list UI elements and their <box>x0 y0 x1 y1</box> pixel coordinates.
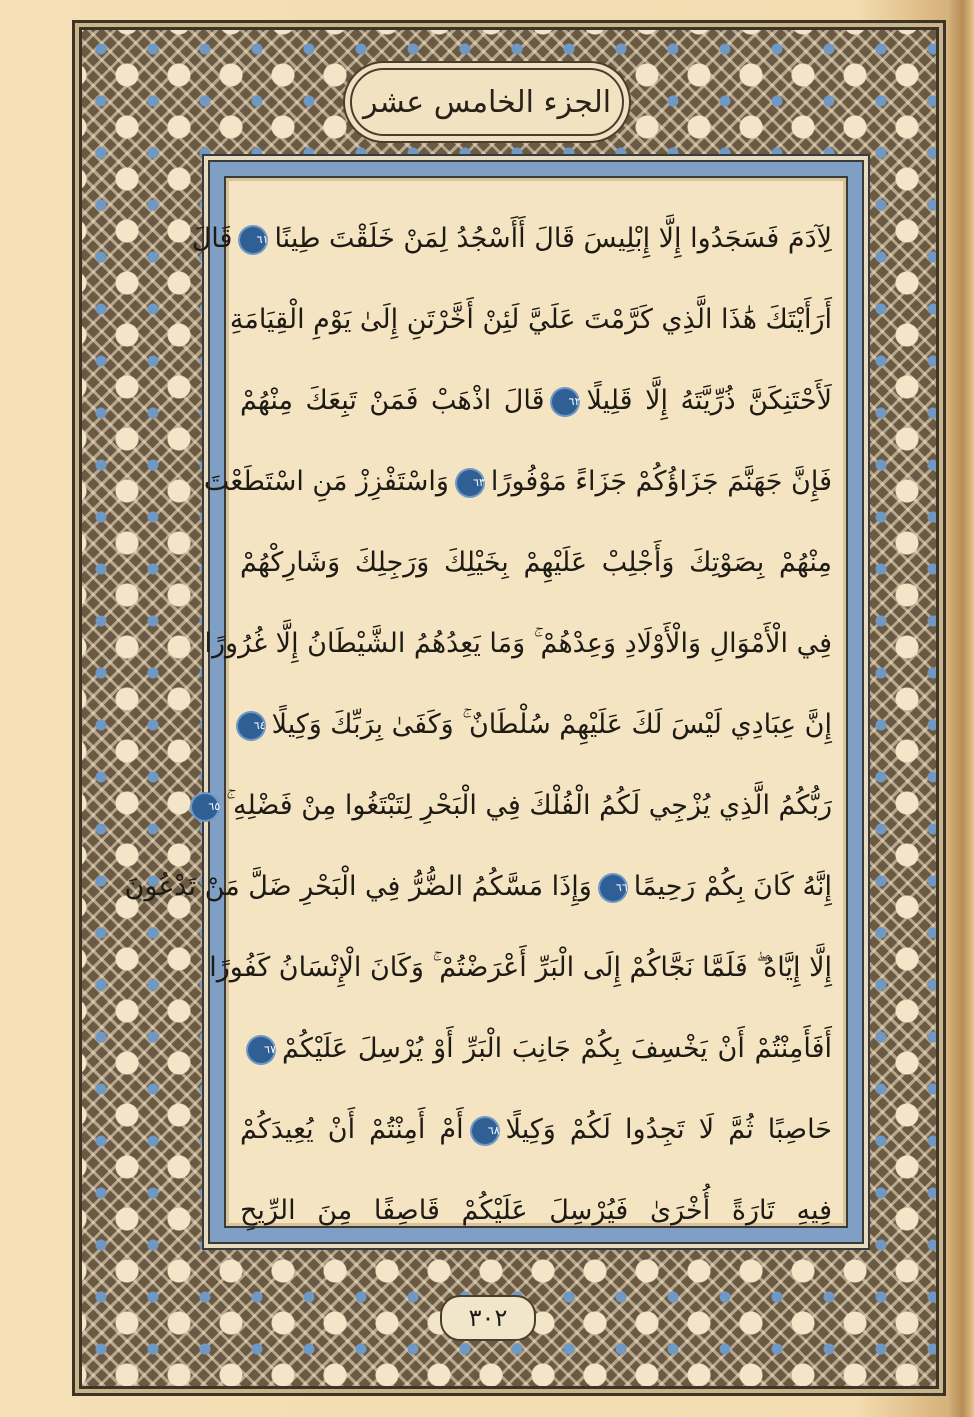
text-line-2: أَرَأَيْتَكَ هَٰذَا الَّذِي كَرَّمْتَ عَلَيَّ لَئِنْ أَخَّرْتَنِ إِلَىٰ يَوْمِ الْقِيَامَةِ <box>229 304 832 335</box>
text-line-12: حَاصِبًا ثُمَّ لَا تَجِدُوا لَكُمْ وَكِيلًا٦٨أَمْ أَمِنْتُمْ أَنْ يُعِيدَكُمْ <box>240 1114 832 1145</box>
page-number: ٣٠٢ <box>468 1304 508 1332</box>
juz-title-cartouche <box>350 68 624 136</box>
text-line-6: فِي الْأَمْوَالِ وَالْأَوْلَادِ وَعِدْهُمْ ۚ وَمَا يَعِدُهُمُ الشَّيْطَانُ إِلَّا غُرُورًا <box>204 628 832 659</box>
ayah-marker: ٦٨ <box>470 1116 500 1146</box>
text-line-7: إِنَّ عِبَادِي لَيْسَ لَكَ عَلَيْهِمْ سُلْطَانٌ ۚ وَكَفَىٰ بِرَبِّكَ وَكِيلًا٦٤ <box>240 684 832 765</box>
text-line-10: إِلَّا إِيَّاهُ ۖ فَلَمَّا نَجَّاكُمْ إِلَى الْبَرِّ أَعْرَضْتُمْ ۚ وَكَانَ الْإِنْسَانُ كَفُورًا <box>209 952 832 983</box>
juz-title: الجزء الخامس عشر <box>362 84 612 120</box>
page-curl-edge <box>946 0 974 1417</box>
text-line-11: أَفَأَمِنْتُمْ أَنْ يَخْسِفَ بِكُمْ جَانِبَ الْبَرِّ أَوْ يُرْسِلَ عَلَيْكُمْ٦٧ <box>240 1008 832 1089</box>
text-line-13: فِيهِ تَارَةً أُخْرَىٰ فَيُرْسِلَ عَلَيْكُمْ قَاصِفًا مِنَ الرِّيحِ <box>240 1195 832 1226</box>
page-number-cartouche <box>440 1295 536 1341</box>
ayah-marker: ٦٦ <box>598 873 628 903</box>
text-panel-border <box>124 160 864 1244</box>
text-line-3: لَأَحْتَنِكَنَّ ذُرِّيَّتَهُ إِلَّا قَلِيلًا٦٢قَالَ اذْهَبْ فَمَنْ تَبِعَكَ مِنْهُمْ <box>240 385 832 416</box>
ayah-marker: ٦٣ <box>455 468 485 498</box>
text-line-9: إِنَّهُ كَانَ بِكُمْ رَحِيمًا٦٦وَإِذَا مَسَّكُمُ الضُّرُّ فِي الْبَحْرِ ضَلَّ مَنْ تَدْعُونَ <box>124 871 832 902</box>
ayah-marker: ٦١ <box>238 225 268 255</box>
text-panel <box>124 176 848 1228</box>
text-line-8: رَبُّكُمُ الَّذِي يُزْجِي لَكُمُ الْفُلْكَ فِي الْبَحْرِ لِتَبْتَغُوا مِنْ فَضْلِهِ ۚ٦٥ <box>240 765 832 846</box>
ayah-marker: ٦٢ <box>550 387 580 417</box>
ayah-marker: ٦٤ <box>236 711 266 741</box>
text-line-5: مِنْهُمْ بِصَوْتِكَ وَأَجْلِبْ عَلَيْهِمْ بِخَيْلِكَ وَرَجِلِكَ وَشَارِكْهُمْ <box>240 547 832 578</box>
ayah-marker: ٦٧ <box>246 1035 276 1065</box>
text-line-4: فَإِنَّ جَهَنَّمَ جَزَاؤُكُمْ جَزَاءً مَوْفُورًا٦٣وَاسْتَفْزِزْ مَنِ اسْتَطَعْتَ <box>203 466 832 497</box>
ayah-marker: ٦٥ <box>190 792 220 822</box>
text-line-1: لِآدَمَ فَسَجَدُوا إِلَّا إِبْلِيسَ قَالَ أَأَسْجُدُ لِمَنْ خَلَقْتَ طِينًا٦١قَالَ <box>191 223 832 254</box>
